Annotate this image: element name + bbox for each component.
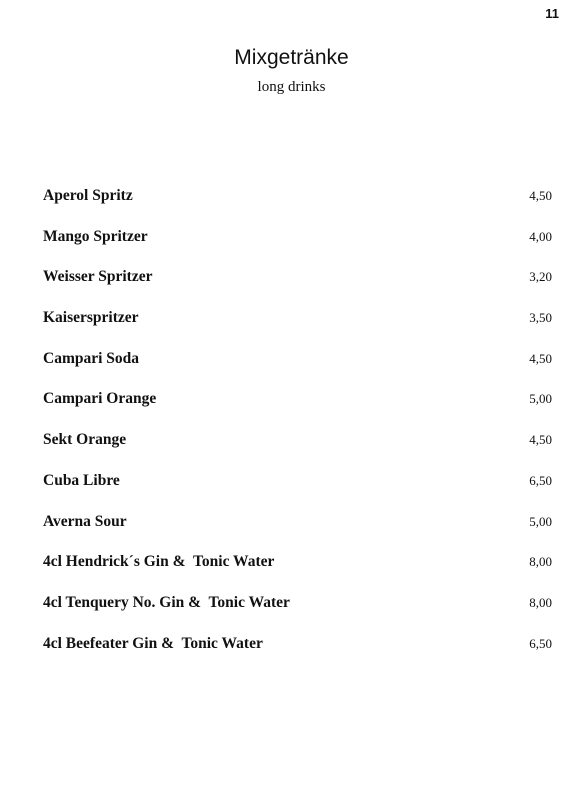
item-name: Averna Sour — [43, 512, 127, 530]
item-price: 3,20 — [529, 269, 552, 285]
menu-item — [43, 268, 552, 309]
item-name: Sekt Orange — [43, 431, 127, 449]
menu-item — [43, 309, 552, 350]
item-price: 8,00 — [529, 554, 552, 570]
item-price: 3,50 — [529, 310, 552, 326]
menu-item — [43, 513, 552, 554]
item-price: 5,00 — [529, 513, 552, 529]
item-price: 8,00 — [529, 594, 552, 610]
item-price: 5,00 — [529, 391, 552, 407]
menu-item — [43, 431, 552, 472]
item-name: Kaiserspritzer — [43, 309, 139, 327]
item-price: 4,00 — [529, 228, 552, 244]
menu-item — [43, 390, 552, 431]
item-price: 6,50 — [529, 635, 552, 651]
item-name: 4cl Hendrick´s Gin & Tonic Water — [43, 553, 275, 571]
item-price: 4,50 — [529, 188, 552, 203]
menu-item — [43, 228, 552, 269]
item-price: 6,50 — [529, 472, 552, 488]
item-name: 4cl Beefeater Gin & Tonic Water — [43, 634, 263, 652]
menu-item — [43, 187, 552, 228]
item-name: Weisser Spritzer — [43, 268, 153, 286]
menu-item — [43, 635, 552, 676]
page-title: Mixgetränke — [234, 46, 349, 69]
menu-item — [43, 472, 552, 513]
page-number: 11 — [545, 6, 559, 21]
menu-list — [43, 187, 552, 675]
item-name: Campari Soda — [43, 349, 140, 367]
menu-item — [43, 350, 552, 391]
item-name: Mango Spritzer — [43, 227, 148, 245]
menu-item — [43, 553, 552, 594]
page-subtitle: long drinks — [257, 79, 326, 95]
menu-item — [43, 594, 552, 635]
item-price: 4,50 — [529, 432, 552, 448]
item-price: 4,50 — [529, 350, 552, 366]
item-name: Cuba Libre — [43, 471, 120, 489]
item-name: 4cl Tenquery No. Gin & Tonic Water — [43, 593, 290, 611]
item-name: Aperol Spritz — [43, 187, 133, 204]
item-name: Campari Orange — [43, 390, 157, 408]
